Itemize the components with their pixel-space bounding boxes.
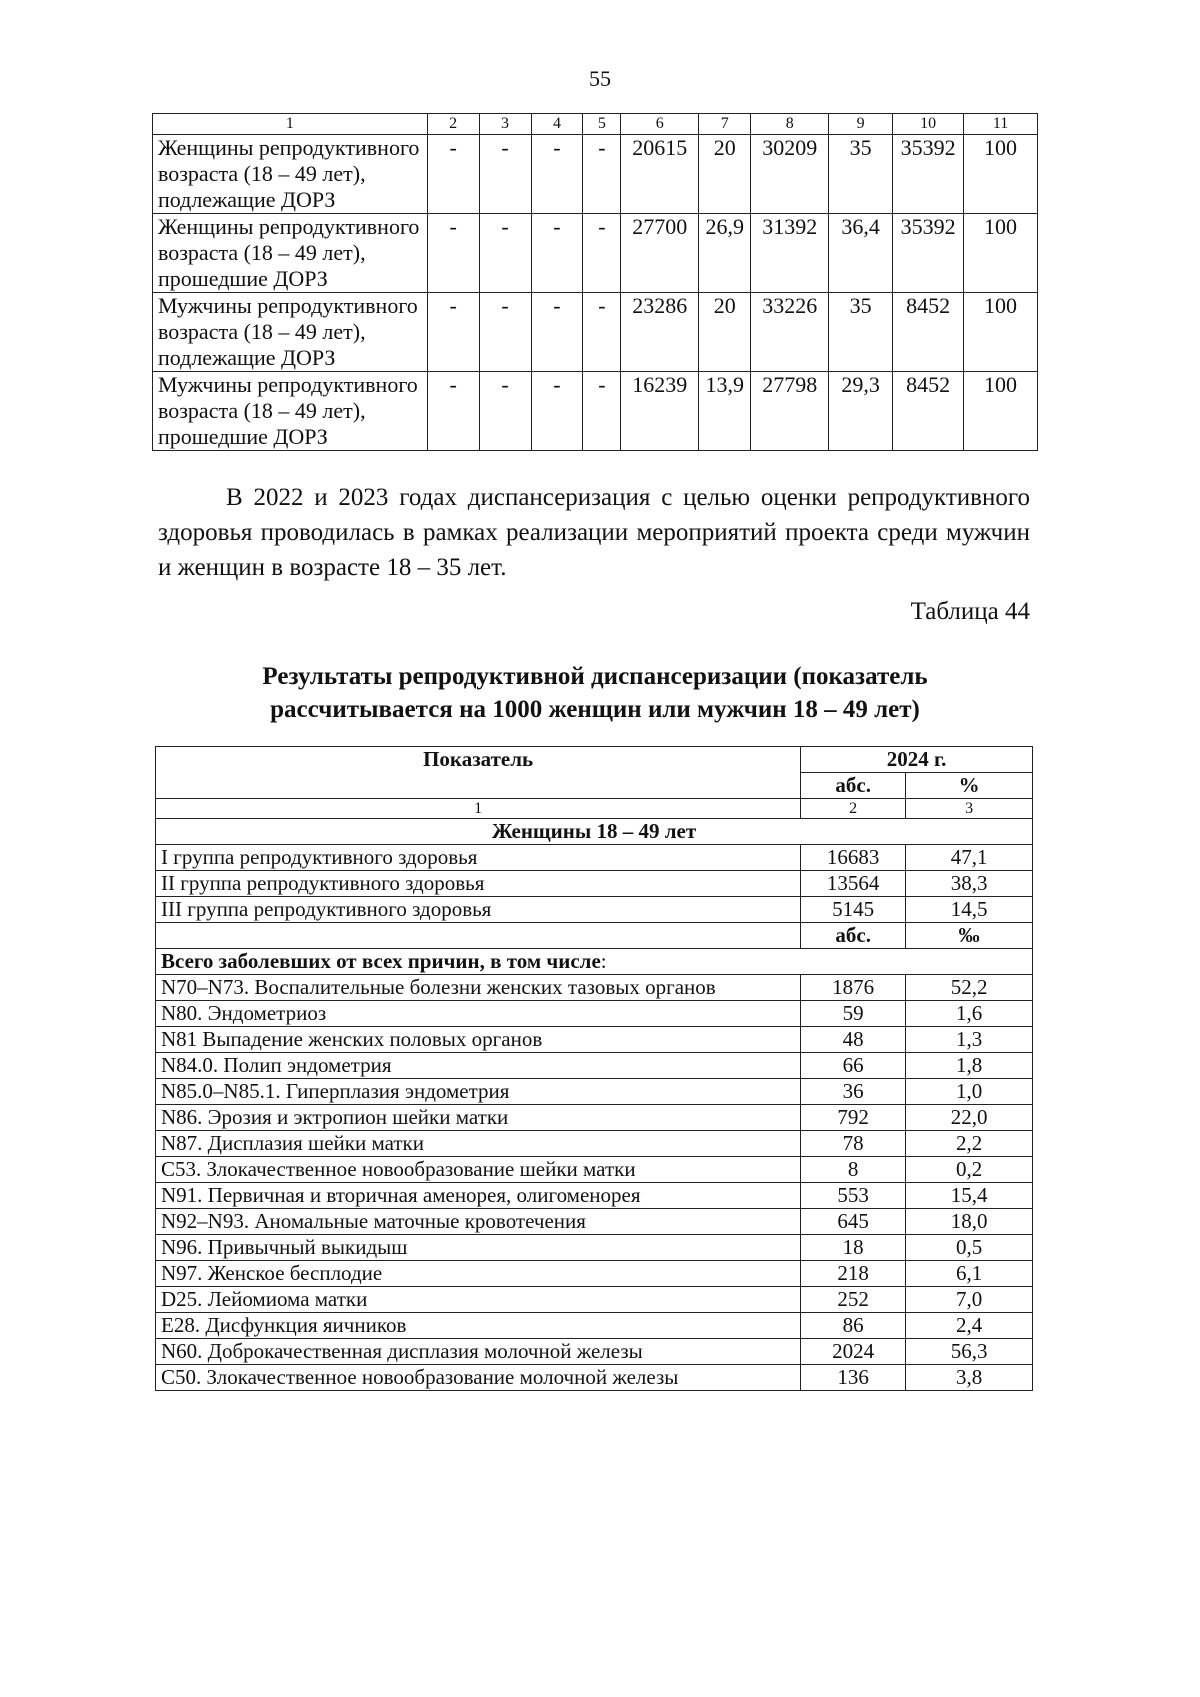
row-label: C53. Злокачественное новообразование шейки матки — [156, 1157, 801, 1183]
col-index: 2 — [801, 799, 906, 819]
cell-value: - — [427, 135, 479, 214]
cell-value: 20 — [699, 293, 751, 372]
table-row — [156, 1339, 1033, 1365]
row-label-line: подлежащие ДОРЗ — [158, 187, 336, 212]
column-index-row — [153, 114, 1038, 135]
table-row — [156, 1235, 1033, 1261]
abs-value: 59 — [801, 1001, 906, 1027]
row-label: N60. Доброкачественная дисплазия молочной железы — [156, 1339, 801, 1365]
cell-value: 8452 — [893, 372, 964, 451]
abs-value: 2024 — [801, 1339, 906, 1365]
row-label: E28. Дисфункция яичников — [156, 1313, 801, 1339]
rate-value: 52,2 — [906, 975, 1033, 1001]
row-label-line: Мужчины репродуктивного — [158, 293, 418, 318]
row-label: N81 Выпадение женских половых органов — [156, 1027, 801, 1053]
abs-value: 78 — [801, 1131, 906, 1157]
empty-cell — [156, 923, 801, 949]
abs-value: 5145 — [801, 897, 906, 923]
indicator-header: Показатель — [156, 747, 801, 799]
cell-value: 100 — [964, 135, 1038, 214]
cell-value: - — [531, 372, 583, 451]
cell-value: 100 — [964, 372, 1038, 451]
rate-value: 18,0 — [906, 1209, 1033, 1235]
abs-header: абс. — [801, 773, 906, 799]
col-index: 5 — [583, 114, 621, 135]
cell-value: - — [479, 214, 531, 293]
cell-value: 27798 — [751, 372, 829, 451]
row-label-line: возраста (18 – 49 лет), — [158, 240, 366, 265]
rate-value: 0,2 — [906, 1157, 1033, 1183]
cell-value: - — [479, 135, 531, 214]
abs-value: 36 — [801, 1079, 906, 1105]
year-header: 2024 г. — [801, 747, 1033, 773]
table-row — [156, 1183, 1033, 1209]
abs-value: 792 — [801, 1105, 906, 1131]
results-table — [155, 746, 1033, 1391]
cell-value: - — [427, 214, 479, 293]
cell-value: 27700 — [621, 214, 699, 293]
row-label-line: Женщины репродуктивного — [158, 214, 420, 239]
row-label-line: прошедшие ДОРЗ — [158, 424, 328, 449]
cell-value: 36,4 — [829, 214, 893, 293]
table-row — [156, 1209, 1033, 1235]
row-label-line: Женщины репродуктивного — [158, 135, 420, 160]
cell-value: - — [583, 293, 621, 372]
section-row-women — [156, 819, 1033, 845]
index-row — [156, 799, 1033, 819]
paragraph-text: В 2022 и 2023 годах диспансеризация с целью оценки репродуктивного здоровья проводилась в рамках реализации мероприятий проекта среди мужчин и женщин в возрасте 18 – 35 лет. — [158, 484, 1030, 581]
cell-value: 35 — [829, 293, 893, 372]
row-label: N97. Женское бесплодие — [156, 1261, 801, 1287]
col-index: 1 — [156, 799, 801, 819]
col-index: 1 — [153, 114, 428, 135]
row-label — [153, 293, 428, 372]
cell-value: 35392 — [893, 135, 964, 214]
rate-value: 14,5 — [906, 897, 1033, 923]
row-label — [153, 135, 428, 214]
title-line: Результаты репродуктивной диспансеризации (показатель — [262, 663, 928, 690]
total-colon: : — [600, 949, 607, 973]
row-label: N70–N73. Воспалительные болезни женских тазовых органов — [156, 975, 801, 1001]
cell-value: 33226 — [751, 293, 829, 372]
total-row — [156, 949, 1033, 975]
table-row — [153, 214, 1038, 293]
table-row — [153, 293, 1038, 372]
rate-value: 7,0 — [906, 1287, 1033, 1313]
table-row — [156, 1053, 1033, 1079]
row-label: C50. Злокачественное новообразование молочной железы — [156, 1365, 801, 1391]
rate-value: 3,8 — [906, 1365, 1033, 1391]
abs-value: 8 — [801, 1157, 906, 1183]
abs-value: 645 — [801, 1209, 906, 1235]
col-index: 7 — [699, 114, 751, 135]
cell-value: - — [583, 135, 621, 214]
row-label: D25. Лейомиома матки — [156, 1287, 801, 1313]
cell-value: 20615 — [621, 135, 699, 214]
cell-value: 35392 — [893, 214, 964, 293]
cell-value: 23286 — [621, 293, 699, 372]
table-row — [156, 1079, 1033, 1105]
abs-value: 553 — [801, 1183, 906, 1209]
row-label: N80. Эндометриоз — [156, 1001, 801, 1027]
cell-value: 26,9 — [699, 214, 751, 293]
abs-value: 86 — [801, 1313, 906, 1339]
rate-value: 47,1 — [906, 845, 1033, 871]
cell-value: - — [531, 135, 583, 214]
col-index: 11 — [964, 114, 1038, 135]
row-label-line: подлежащие ДОРЗ — [158, 345, 336, 370]
percent-header: % — [906, 773, 1033, 799]
rate-value: 38,3 — [906, 871, 1033, 897]
cell-value: - — [583, 214, 621, 293]
body-paragraph — [158, 480, 1030, 585]
rate-value: 22,0 — [906, 1105, 1033, 1131]
abs-value: 218 — [801, 1261, 906, 1287]
table-row — [156, 1131, 1033, 1157]
row-label-line: возраста (18 – 49 лет), — [158, 161, 366, 186]
abs-value: 252 — [801, 1287, 906, 1313]
cell-value: - — [479, 293, 531, 372]
row-label: N85.0–N85.1. Гиперплазия эндометрия — [156, 1079, 801, 1105]
abs-value: 13564 — [801, 871, 906, 897]
rate-value: 56,3 — [906, 1339, 1033, 1365]
row-label-line: Мужчины репродуктивного — [158, 372, 418, 397]
cell-value: 29,3 — [829, 372, 893, 451]
abs-value: 16683 — [801, 845, 906, 871]
cell-value: - — [427, 293, 479, 372]
rate-value: 1,8 — [906, 1053, 1033, 1079]
table-title — [150, 660, 1040, 726]
col-index: 3 — [906, 799, 1033, 819]
table-row — [153, 135, 1038, 214]
total-label-text: Всего заболевших от всех причин, в том числе — [161, 949, 601, 973]
table-row — [156, 975, 1033, 1001]
row-label: N96. Привычный выкидыш — [156, 1235, 801, 1261]
table-row — [156, 1027, 1033, 1053]
col-index: 9 — [829, 114, 893, 135]
table-row — [156, 897, 1033, 923]
col-index: 8 — [751, 114, 829, 135]
row-label-line: возраста (18 – 49 лет), — [158, 398, 366, 423]
cell-value: 16239 — [621, 372, 699, 451]
row-label: I группа репродуктивного здоровья — [156, 845, 801, 871]
cell-value: - — [583, 372, 621, 451]
cell-value: 100 — [964, 293, 1038, 372]
col-index: 3 — [479, 114, 531, 135]
table-number: Таблица 44 — [910, 598, 1030, 625]
cell-value: 13,9 — [699, 372, 751, 451]
table-row — [156, 871, 1033, 897]
abs-value: 18 — [801, 1235, 906, 1261]
rate-value: 6,1 — [906, 1261, 1033, 1287]
col-index: 6 — [621, 114, 699, 135]
row-label-line: возраста (18 – 49 лет), — [158, 319, 366, 344]
rate-value: 1,0 — [906, 1079, 1033, 1105]
abs-value: 66 — [801, 1053, 906, 1079]
col-index: 10 — [893, 114, 964, 135]
header-row — [156, 747, 1033, 773]
title-line: рассчитывается на 1000 женщин или мужчин 18 – 49 лет) — [270, 696, 920, 723]
rate-value: 2,4 — [906, 1313, 1033, 1339]
cell-value: 100 — [964, 214, 1038, 293]
row-label: N84.0. Полип эндометрия — [156, 1053, 801, 1079]
row-label: N86. Эрозия и эктропион шейки матки — [156, 1105, 801, 1131]
cell-value: - — [427, 372, 479, 451]
abs-subheader: абс. — [801, 923, 906, 949]
row-label — [153, 214, 428, 293]
table-row — [156, 1001, 1033, 1027]
table-row — [156, 1105, 1033, 1131]
page-number: 55 — [589, 66, 611, 91]
row-label: III группа репродуктивного здоровья — [156, 897, 801, 923]
table-row — [156, 1365, 1033, 1391]
rate-value: 0,5 — [906, 1235, 1033, 1261]
cell-value: - — [531, 214, 583, 293]
abs-value: 1876 — [801, 975, 906, 1001]
continued-table — [152, 113, 1038, 451]
abs-value: 48 — [801, 1027, 906, 1053]
cell-value: 8452 — [893, 293, 964, 372]
cell-value: 31392 — [751, 214, 829, 293]
row-label: N87. Дисплазия шейки матки — [156, 1131, 801, 1157]
cell-value: 20 — [699, 135, 751, 214]
cell-value: 35 — [829, 135, 893, 214]
row-label: II группа репродуктивного здоровья — [156, 871, 801, 897]
section-title: Женщины 18 – 49 лет — [156, 819, 1033, 845]
cell-value: - — [531, 293, 583, 372]
table-row — [156, 1287, 1033, 1313]
permille-subheader-row — [156, 923, 1033, 949]
rate-value: 1,3 — [906, 1027, 1033, 1053]
col-index: 4 — [531, 114, 583, 135]
permille-subheader: ‰ — [906, 923, 1033, 949]
rate-value: 15,4 — [906, 1183, 1033, 1209]
table-row — [156, 1157, 1033, 1183]
rate-value: 2,2 — [906, 1131, 1033, 1157]
table-row — [153, 372, 1038, 451]
row-label — [153, 372, 428, 451]
cell-value: - — [479, 372, 531, 451]
col-index: 2 — [427, 114, 479, 135]
abs-value: 136 — [801, 1365, 906, 1391]
row-label-line: прошедшие ДОРЗ — [158, 266, 328, 291]
cell-value: 30209 — [751, 135, 829, 214]
table-row — [156, 845, 1033, 871]
row-label: N92–N93. Аномальные маточные кровотечения — [156, 1209, 801, 1235]
table-row — [156, 1313, 1033, 1339]
total-label — [156, 949, 1033, 975]
rate-value: 1,6 — [906, 1001, 1033, 1027]
row-label: N91. Первичная и вторичная аменорея, олигоменорея — [156, 1183, 801, 1209]
table-row — [156, 1261, 1033, 1287]
